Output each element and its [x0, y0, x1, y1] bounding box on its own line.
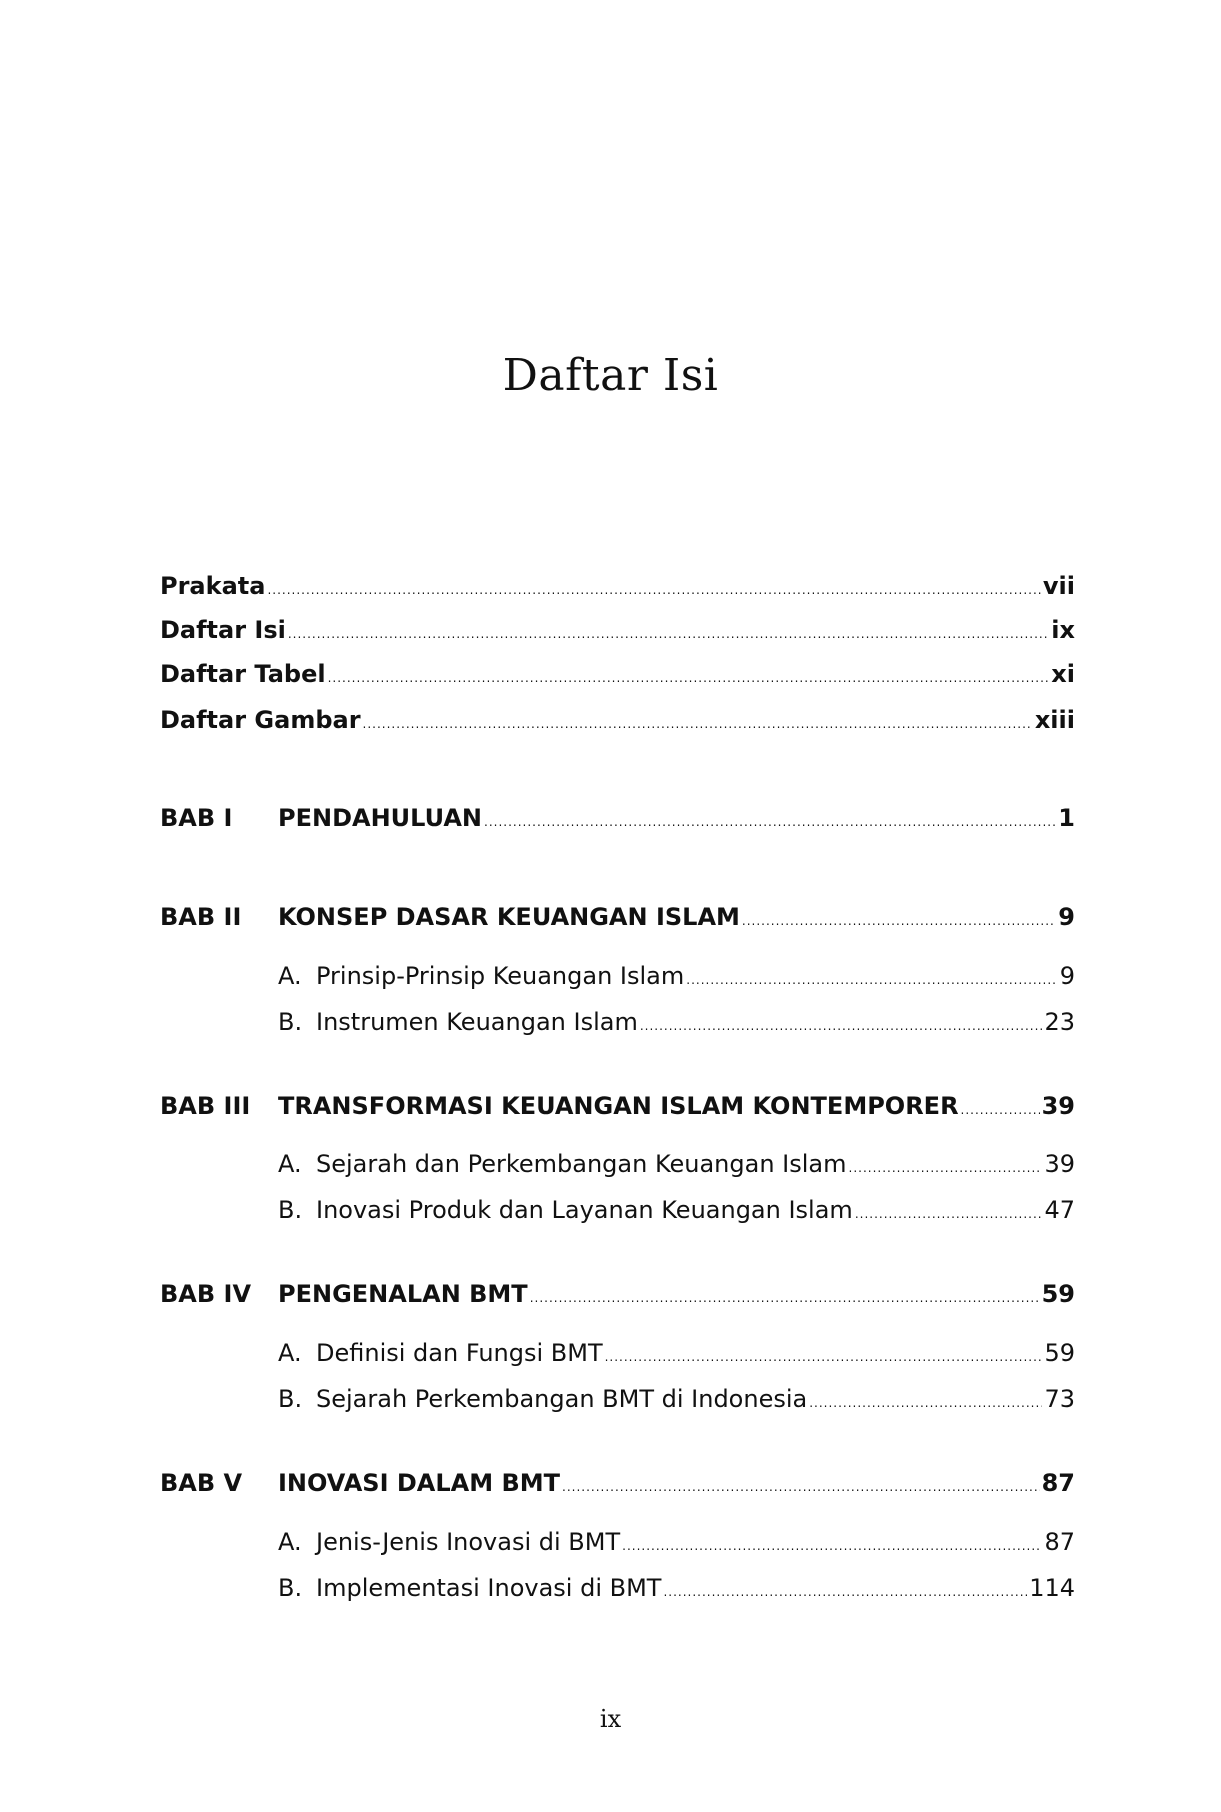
toc-section-5a[interactable]	[278, 1526, 1075, 1558]
section-title: Prinsip-Prinsip Keuangan Islam	[316, 962, 685, 990]
chapter-title: PENGENALAN BMT	[278, 1280, 528, 1308]
section-title: Jenis-Jenis Inovasi di BMT	[316, 1528, 621, 1556]
section-page: 59	[1044, 1339, 1075, 1367]
section-page: 87	[1044, 1528, 1075, 1556]
toc-entry-label: Daftar Gambar	[160, 706, 361, 734]
section-title: Sejarah dan Perkembangan Keuangan Islam	[316, 1150, 847, 1178]
toc-entry-page: xiii	[1034, 706, 1075, 734]
section-page: 73	[1044, 1385, 1075, 1413]
dot-leader	[640, 1010, 1043, 1042]
toc-section-5b[interactable]	[278, 1572, 1075, 1604]
section-title: Definisi dan Fungsi BMT	[316, 1339, 603, 1367]
toc-chapter-bab-3[interactable]	[160, 1090, 1075, 1122]
section-letter: B.	[278, 1385, 303, 1413]
toc-section-3b[interactable]	[278, 1194, 1075, 1226]
dot-leader	[686, 964, 1057, 996]
toc-chapter-bab-4[interactable]	[160, 1278, 1075, 1310]
chapter-title: TRANSFORMASI KEUANGAN ISLAM KONTEMPORER	[278, 1092, 959, 1120]
section-title: Inovasi Produk dan Layanan Keuangan Islam	[316, 1196, 853, 1224]
toc-entry-page: xi	[1051, 660, 1075, 688]
section-page: 114	[1029, 1574, 1075, 1602]
section-letter: B.	[278, 1574, 303, 1602]
toc-entry-page: vii	[1042, 572, 1075, 600]
section-page: 23	[1044, 1008, 1075, 1036]
dot-leader	[605, 1341, 1043, 1373]
toc-entry-label: Daftar Tabel	[160, 660, 326, 688]
chapter-number: BAB V	[160, 1469, 243, 1497]
section-letter: A.	[278, 1528, 302, 1556]
toc-section-2b[interactable]	[278, 1006, 1075, 1038]
chapter-page: 1	[1058, 804, 1075, 832]
section-title: Instrumen Keuangan Islam	[316, 1008, 638, 1036]
section-title: Sejarah Perkembangan BMT di Indonesia	[316, 1385, 808, 1413]
dot-leader	[288, 618, 1049, 650]
chapter-page: 9	[1058, 903, 1075, 931]
section-letter: B.	[278, 1008, 303, 1036]
toc-section-3a[interactable]	[278, 1148, 1075, 1180]
page-number: ix	[599, 1705, 622, 1733]
section-letter: A.	[278, 962, 302, 990]
chapter-page: 39	[1041, 1092, 1075, 1120]
section-page: 39	[1044, 1150, 1075, 1178]
dot-leader	[663, 1576, 1027, 1608]
section-letter: B.	[278, 1196, 303, 1224]
toc-entry-prakata[interactable]	[160, 570, 1075, 602]
dot-leader	[622, 1530, 1042, 1562]
toc-entry-daftar-tabel[interactable]	[160, 658, 1075, 690]
page-title: Daftar Isi	[502, 350, 719, 401]
dot-leader	[742, 905, 1056, 937]
chapter-number: BAB IV	[160, 1280, 252, 1308]
section-title: Implementasi Inovasi di BMT	[316, 1574, 662, 1602]
toc-entry-daftar-isi[interactable]	[160, 614, 1075, 646]
dot-leader	[363, 708, 1033, 740]
toc-entry-page: ix	[1051, 616, 1075, 644]
section-page: 47	[1044, 1196, 1075, 1224]
toc-entry-label: Daftar Isi	[160, 616, 286, 644]
toc-section-2a[interactable]	[278, 960, 1075, 992]
dot-leader	[267, 574, 1040, 606]
dot-leader	[809, 1387, 1042, 1419]
chapter-number: BAB I	[160, 804, 233, 832]
dot-leader	[530, 1282, 1040, 1314]
toc-chapter-bab-1[interactable]	[160, 802, 1075, 834]
chapter-title: PENDAHULUAN	[278, 804, 482, 832]
toc-section-4b[interactable]	[278, 1383, 1075, 1415]
chapter-number: BAB II	[160, 903, 242, 931]
dot-leader	[855, 1198, 1043, 1230]
toc-section-4a[interactable]	[278, 1337, 1075, 1369]
dot-leader	[849, 1152, 1043, 1184]
chapter-page: 87	[1041, 1469, 1075, 1497]
toc-entry-label: Prakata	[160, 572, 266, 600]
chapter-page: 59	[1041, 1280, 1075, 1308]
section-page: 9	[1059, 962, 1075, 990]
toc-chapter-bab-5[interactable]	[160, 1467, 1075, 1499]
toc-entry-daftar-gambar[interactable]	[160, 704, 1075, 736]
dot-leader	[484, 806, 1056, 838]
dot-leader	[562, 1471, 1040, 1503]
dot-leader	[961, 1094, 1040, 1126]
section-letter: A.	[278, 1339, 302, 1367]
chapter-number: BAB III	[160, 1092, 251, 1120]
toc-chapter-bab-2[interactable]	[160, 901, 1075, 933]
dot-leader	[328, 662, 1050, 694]
chapter-title: KONSEP DASAR KEUANGAN ISLAM	[278, 903, 740, 931]
section-letter: A.	[278, 1150, 302, 1178]
chapter-title: INOVASI DALAM BMT	[278, 1469, 561, 1497]
